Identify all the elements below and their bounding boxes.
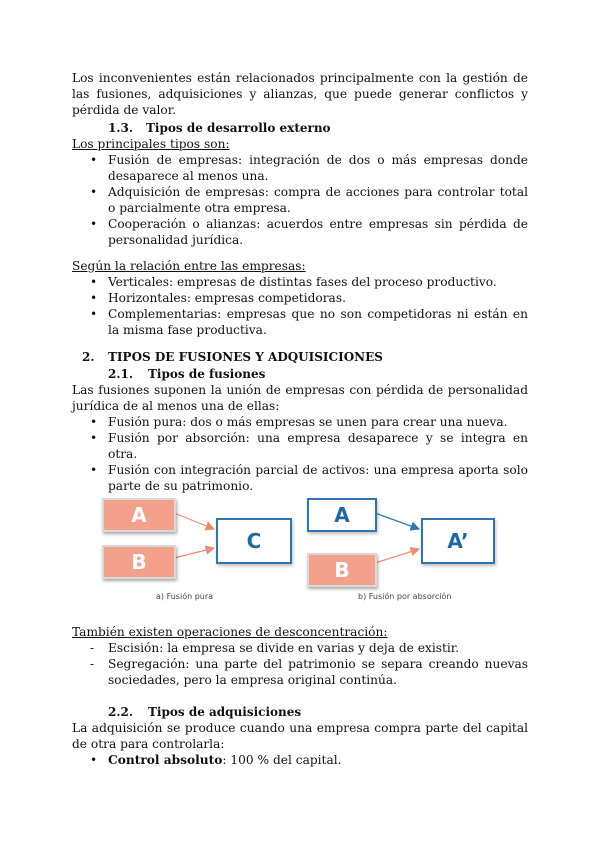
bullet-icon: •: [90, 185, 98, 199]
box-b-pure: B: [102, 545, 176, 579]
bullet-icon: •: [90, 415, 98, 429]
acquisition-label: Control absoluto: [108, 753, 223, 767]
list-item: [72, 752, 528, 768]
list-item: - Escisión: la empresa se divide en varias y deja de existir.: [90, 641, 460, 655]
fusions-paragraph: Las fusiones suponen la unión de empresas con pérdida de personalidad jurídica de al menos una de ellas:: [72, 383, 528, 413]
relation-types-list: [72, 274, 528, 338]
intro-paragraph: Los inconvenientes están relacionados principalmente con la gestión de las fusiones, adquisiciones y alianzas, que puede generar conflictos y pérdida de valor.: [72, 71, 528, 117]
section-2-1-heading: [108, 366, 265, 382]
list-item: • Verticales: empresas de distintas fases del proceso productivo.: [90, 275, 497, 289]
box-b-absorption: B: [307, 553, 377, 587]
deconcentration-heading: También existen operaciones de desconcentración:: [72, 625, 388, 639]
section-title: Tipos de adquisiciones: [148, 705, 302, 719]
acquisition-paragraph: La adquisición se produce cuando una empresa compra parte del capital de otra para controlarla:: [72, 721, 528, 751]
list-item: • Horizontales: empresas competidoras.: [90, 291, 346, 305]
section-2-2-heading: [108, 704, 301, 720]
relation-types-heading: Según la relación entre las empresas:: [72, 259, 306, 273]
bullet-icon: •: [90, 307, 98, 321]
section-title: TIPOS DE FUSIONES Y ADQUISICIONES: [108, 350, 383, 364]
section-number: 2.1.: [108, 367, 134, 381]
fusion-diagram: [96, 492, 504, 610]
box-a-pure: A: [102, 498, 176, 532]
list-item: • Fusión pura: dos o más empresas se unen para crear una nueva.: [90, 415, 508, 429]
section-number: 2.: [82, 350, 95, 364]
dash-icon: -: [90, 641, 95, 655]
dash-icon: -: [90, 657, 95, 671]
main-types-heading: Los principales tipos son:: [72, 137, 230, 151]
bullet-icon: •: [90, 153, 98, 167]
list-item: • Cooperación o alianzas: acuerdos entre empresas sin pérdida de personalidad jurídica.: [90, 217, 528, 247]
arrow-b-to-a-prime: [375, 549, 419, 563]
caption-absorption-fusion: b) Fusión por absorción: [358, 592, 452, 601]
caption-pure-fusion: a) Fusión pura: [156, 592, 214, 601]
section-number: 2.2.: [108, 705, 134, 719]
section-2-heading: [82, 349, 383, 365]
bullet-icon: •: [90, 431, 98, 445]
bullet-icon: •: [90, 291, 98, 305]
bullet-icon: •: [90, 753, 98, 767]
arrow-a-to-c: [174, 513, 214, 529]
box-a-prime: A’: [421, 518, 495, 564]
main-types-list: [72, 152, 528, 248]
list-item: • Complementarias: empresas que no son competidoras ni están en la misma fase productiva.: [90, 307, 528, 337]
list-item: - Segregación: una parte del patrimonio se separa creando nuevas sociedades, pero la empresa original continúa.: [90, 657, 528, 687]
section-title: Tipos de desarrollo externo: [146, 121, 331, 135]
bullet-icon: •: [90, 217, 98, 231]
fusion-types-list: [72, 414, 528, 494]
acquisition-text: : 100 % del capital.: [222, 753, 342, 767]
arrow-b-to-c: [174, 548, 214, 558]
bullet-icon: •: [90, 463, 98, 477]
section-1-3-heading: [108, 120, 331, 136]
list-item: • Fusión con integración parcial de activos: una empresa aporta solo parte de su patrimonio.: [90, 463, 528, 493]
section-title: Tipos de fusiones: [148, 367, 266, 381]
arrow-a-to-a-prime: [375, 513, 419, 529]
list-item: • Adquisición de empresas: compra de acciones para controlar total o parcialmente otra empresa.: [90, 185, 528, 215]
box-c: C: [216, 518, 292, 564]
deconcentration-list: [72, 640, 528, 688]
section-number: 1.3.: [108, 121, 134, 135]
acquisition-list: [72, 752, 528, 768]
bullet-icon: •: [90, 275, 98, 289]
list-item: • Fusión por absorción: una empresa desaparece y se integra en otra.: [90, 431, 528, 461]
box-a-absorption: A: [307, 498, 377, 532]
list-item: • Fusión de empresas: integración de dos o más empresas donde desaparece al menos una.: [90, 153, 528, 183]
